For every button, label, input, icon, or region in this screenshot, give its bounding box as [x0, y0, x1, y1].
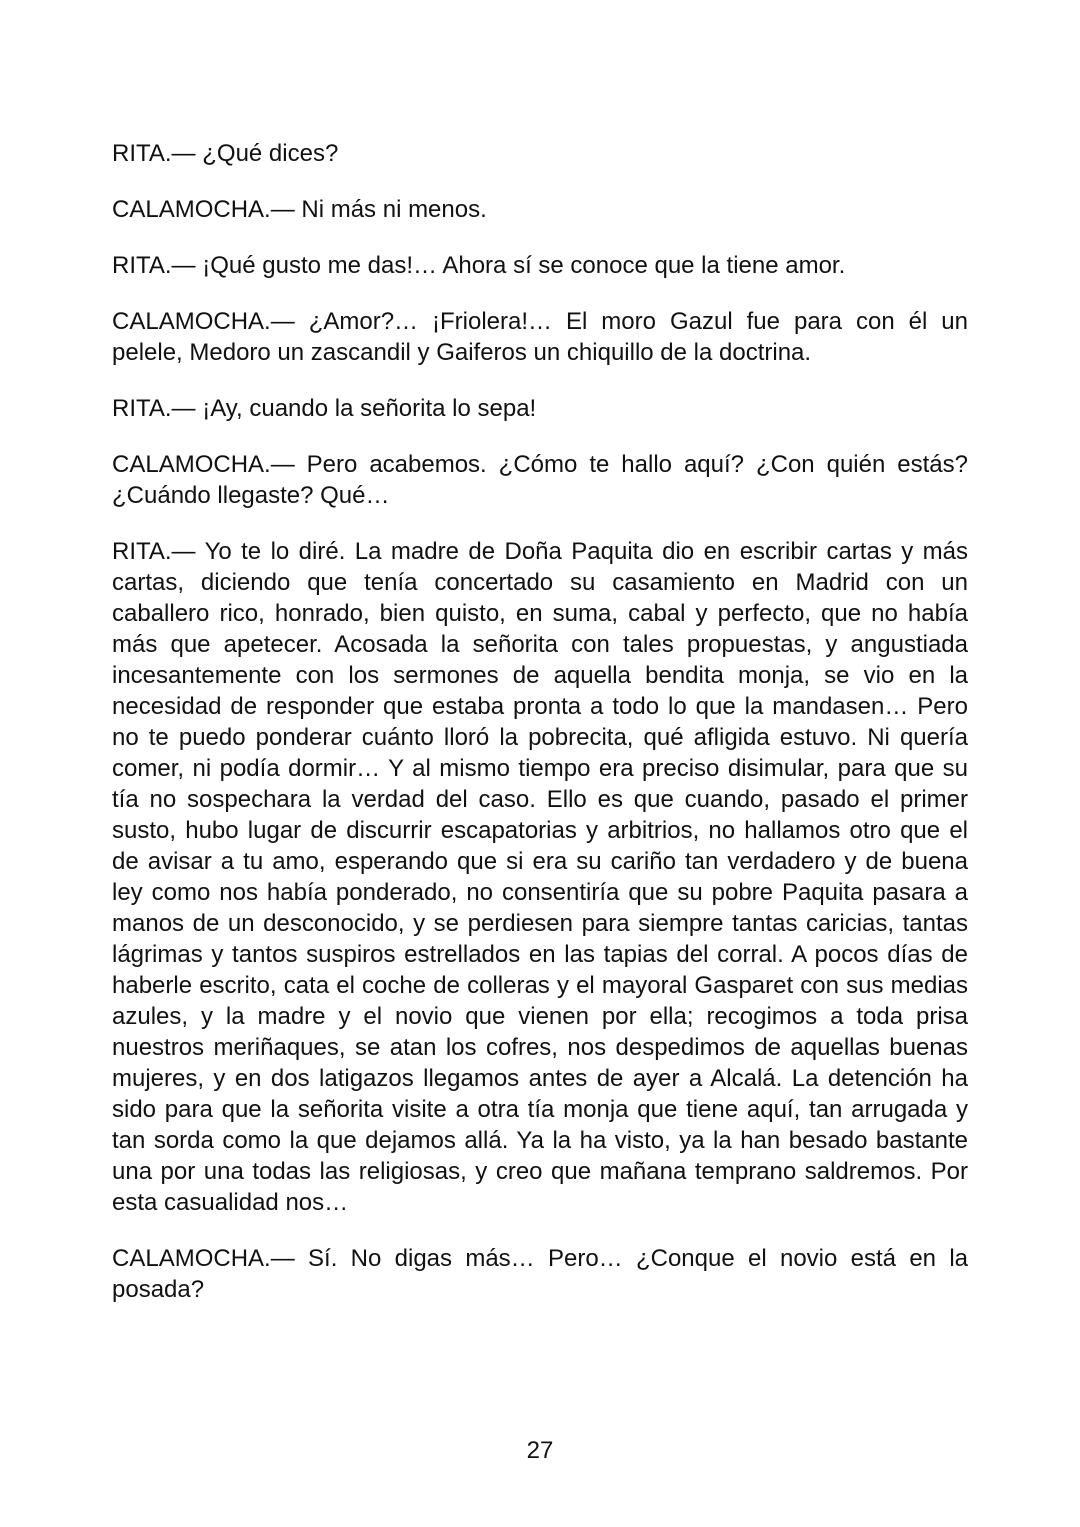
- dialogue-line: Ni más ni menos.: [301, 196, 487, 223]
- dialogue-paragraph: [112, 138, 968, 169]
- speaker-name: CALAMOCHA.—: [112, 1245, 295, 1272]
- dialogue-paragraph: [112, 194, 968, 225]
- dialogue-paragraph: [112, 250, 968, 281]
- dialogue-line: ¡Qué gusto me das!… Ahora sí se conoce que la tiene amor.: [202, 252, 846, 279]
- dialogue-paragraph: [112, 393, 968, 424]
- dialogue-line: ¿Qué dices?: [202, 140, 339, 167]
- dialogue-line: ¡Ay, cuando la señorita lo sepa!: [202, 395, 537, 422]
- speaker-name: CALAMOCHA.—: [112, 308, 295, 335]
- speaker-name: CALAMOCHA.—: [112, 196, 295, 223]
- speaker-name: RITA.—: [112, 538, 196, 565]
- dialogue-line: Yo te lo diré. La madre de Doña Paquita dio en escribir cartas y más cartas, diciendo que tenía concertado su casamiento en Madrid con un caballero rico, honrado, bien quisto, en suma, cabal y perfecto, que no había más que apetecer. Acosada la señorita con tales propuestas, y angustiada incesantemente con los sermones de aquella bendita monja, se vio en la necesidad de responder que estaba pronta a todo lo que la mandasen… Pero no te puedo ponderar cuánto lloró la pobrecita, qué afligida estuvo. Ni quería comer, ni podía dormir… Y al mismo tiempo era preciso disimular, para que su tía no sospechara la verdad del caso. Ello es que cuando, pasado el primer susto, hubo lugar de discurrir escapatorias y arbitrios, no hallamos otro que el de avisar a tu amo, esperando que si era su cariño tan verdadero y de buena ley como nos había ponderado, no consentiría que su pobre Paquita pasara a manos de un desconocido, y se perdiesen para siempre tantas caricias, tantas lágrimas y tantos suspiros estrellados en las tapias del corral. A pocos días de haberle escrito, cata el coche de colleras y el mayoral Gasparet con sus medias azules, y la madre y el novio que vienen por ella; recogimos a toda prisa nuestros meriñaques, se atan los cofres, nos despedimos de aquellas buenas mujeres, y en dos latigazos llegamos antes de ayer a Alcalá. La detención ha sido para que la señorita visite a otra tía monja que tiene aquí, tan arrugada y tan sorda como la que dejamos allá. Ya la ha visto, ya la han besado bastante una por una todas las religiosas, y creo que mañana temprano saldremos. Por esta casualidad nos…: [112, 538, 969, 1216]
- dialogue-line: Pero acabemos. ¿Cómo te hallo aquí? ¿Con quién estás? ¿Cuándo llegaste? Qué…: [112, 451, 968, 509]
- dialogue-line: ¿Amor?… ¡Friolera!… El moro Gazul fue para con él un pelele, Medoro un zascandil y Gaiferos un chiquillo de la doctrina.: [112, 308, 968, 366]
- speaker-name: CALAMOCHA.—: [112, 451, 295, 478]
- speaker-name: RITA.—: [112, 140, 196, 167]
- dialogue-paragraph: [112, 449, 968, 511]
- speaker-name: RITA.—: [112, 252, 196, 279]
- dialogue-paragraph: [112, 306, 968, 368]
- dialogue-paragraph: [112, 1243, 968, 1305]
- speaker-name: RITA.—: [112, 395, 196, 422]
- dialogue-paragraph: [112, 536, 968, 1218]
- dialogue-text: [112, 138, 968, 1330]
- page-number: 27: [526, 1437, 554, 1464]
- dialogue-line: Sí. No digas más… Pero… ¿Conque el novio está en la posada?: [112, 1245, 969, 1303]
